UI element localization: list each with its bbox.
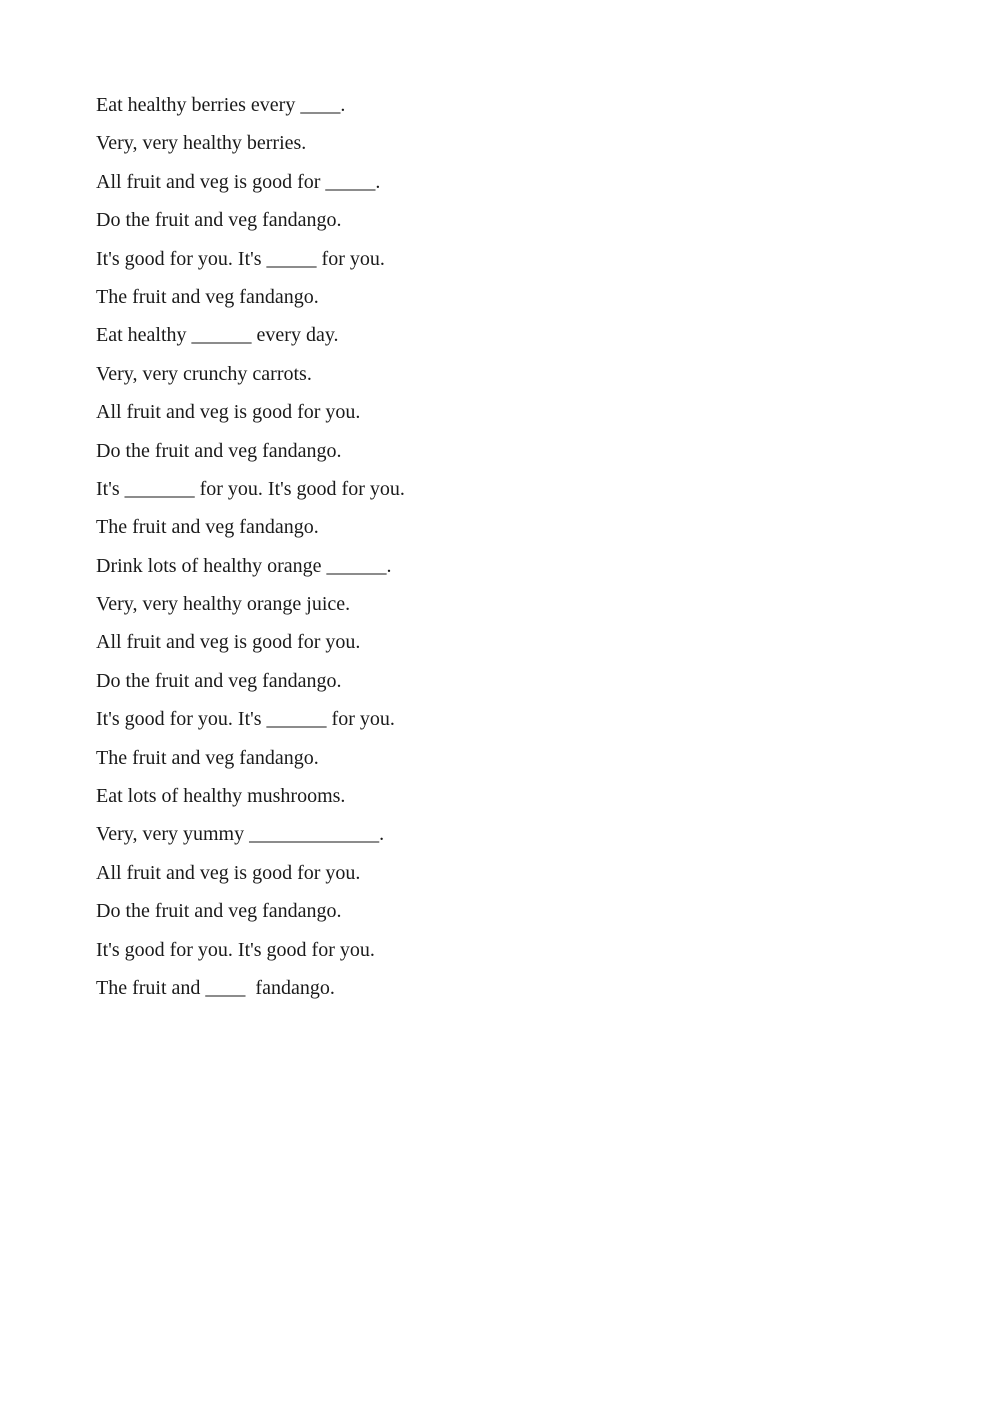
lyric-line-21 [96,861,916,886]
line-text: Eat healthy [96,324,192,347]
lyric-line-19 [96,784,916,809]
answer-blank[interactable]: _____ [325,170,376,193]
answer-blank[interactable]: ____ [205,976,246,999]
line-text: The fruit and veg fandango. [96,746,319,769]
lyric-line-4 [96,208,916,233]
line-text: . [375,170,381,193]
line-text: The fruit and veg fandango. [96,285,319,308]
lyric-line-5 [96,247,916,272]
line-text: fandango. [245,976,335,999]
lyric-line-23 [96,938,916,963]
lyric-line-8 [96,362,916,387]
lyric-line-18 [96,746,916,771]
lyric-line-10 [96,439,916,464]
lyric-line-11 [96,477,916,502]
answer-blank[interactable]: _____ [266,247,317,270]
lyric-line-9 [96,400,916,425]
line-text: Drink lots of healthy orange [96,554,327,577]
lyric-line-3 [96,170,916,195]
line-text: Eat healthy berries every [96,94,301,116]
answer-blank[interactable]: ______ [266,708,327,731]
lyric-line-13 [96,554,916,579]
lyric-line-1 [96,93,916,118]
lyric-line-20 [96,822,916,847]
worksheet-lyrics [96,93,916,1014]
line-text: for you. [326,708,395,731]
line-text: for you. [316,247,385,270]
line-text: The fruit and [96,976,206,999]
answer-blank[interactable]: ____ [300,94,341,116]
line-text: for you. It's good for you. [194,477,405,500]
line-text: . [386,554,392,577]
lyric-line-15 [96,630,916,655]
line-text: All fruit and veg is good for you. [96,631,361,654]
lyric-line-22 [96,899,916,924]
line-text: Do the fruit and veg fandango. [96,439,342,462]
lyric-line-12 [96,515,916,540]
lyric-line-14 [96,592,916,617]
answer-blank[interactable]: _______ [124,477,195,500]
lyric-line-17 [96,707,916,732]
line-text: every day. [251,324,339,347]
line-text: All fruit and veg is good for you. [96,861,361,884]
lyric-line-6 [96,285,916,310]
line-text: Very, very healthy orange juice. [96,593,351,616]
line-text: Do the fruit and veg fandango. [96,209,342,232]
line-text: All fruit and veg is good for [96,170,326,193]
line-text: It's good for you. It's [96,247,267,270]
lyric-line-24 [96,976,916,1001]
answer-blank[interactable]: ______ [191,324,252,347]
line-text: Eat lots of healthy mushrooms. [96,785,346,808]
line-text: All fruit and veg is good for you. [96,401,361,424]
line-text: The fruit and veg fandango. [96,516,319,539]
line-text: It's good for you. It's good for you. [96,938,375,961]
line-text: . [379,823,385,846]
line-text: It's [96,477,125,500]
line-text: Do the fruit and veg fandango. [96,900,342,923]
answer-blank[interactable]: ______ [326,554,387,577]
line-text: Very, very yummy [96,823,250,846]
line-text: . [340,94,346,116]
lyric-line-16 [96,669,916,694]
answer-blank[interactable]: _____________ [249,823,380,846]
lyric-line-7 [96,323,916,348]
line-text: Very, very crunchy carrots. [96,362,312,385]
line-text: It's good for you. It's [96,708,267,731]
line-text: Very, very healthy berries. [96,132,307,155]
line-text: Do the fruit and veg fandango. [96,669,342,692]
lyric-line-2 [96,131,916,156]
